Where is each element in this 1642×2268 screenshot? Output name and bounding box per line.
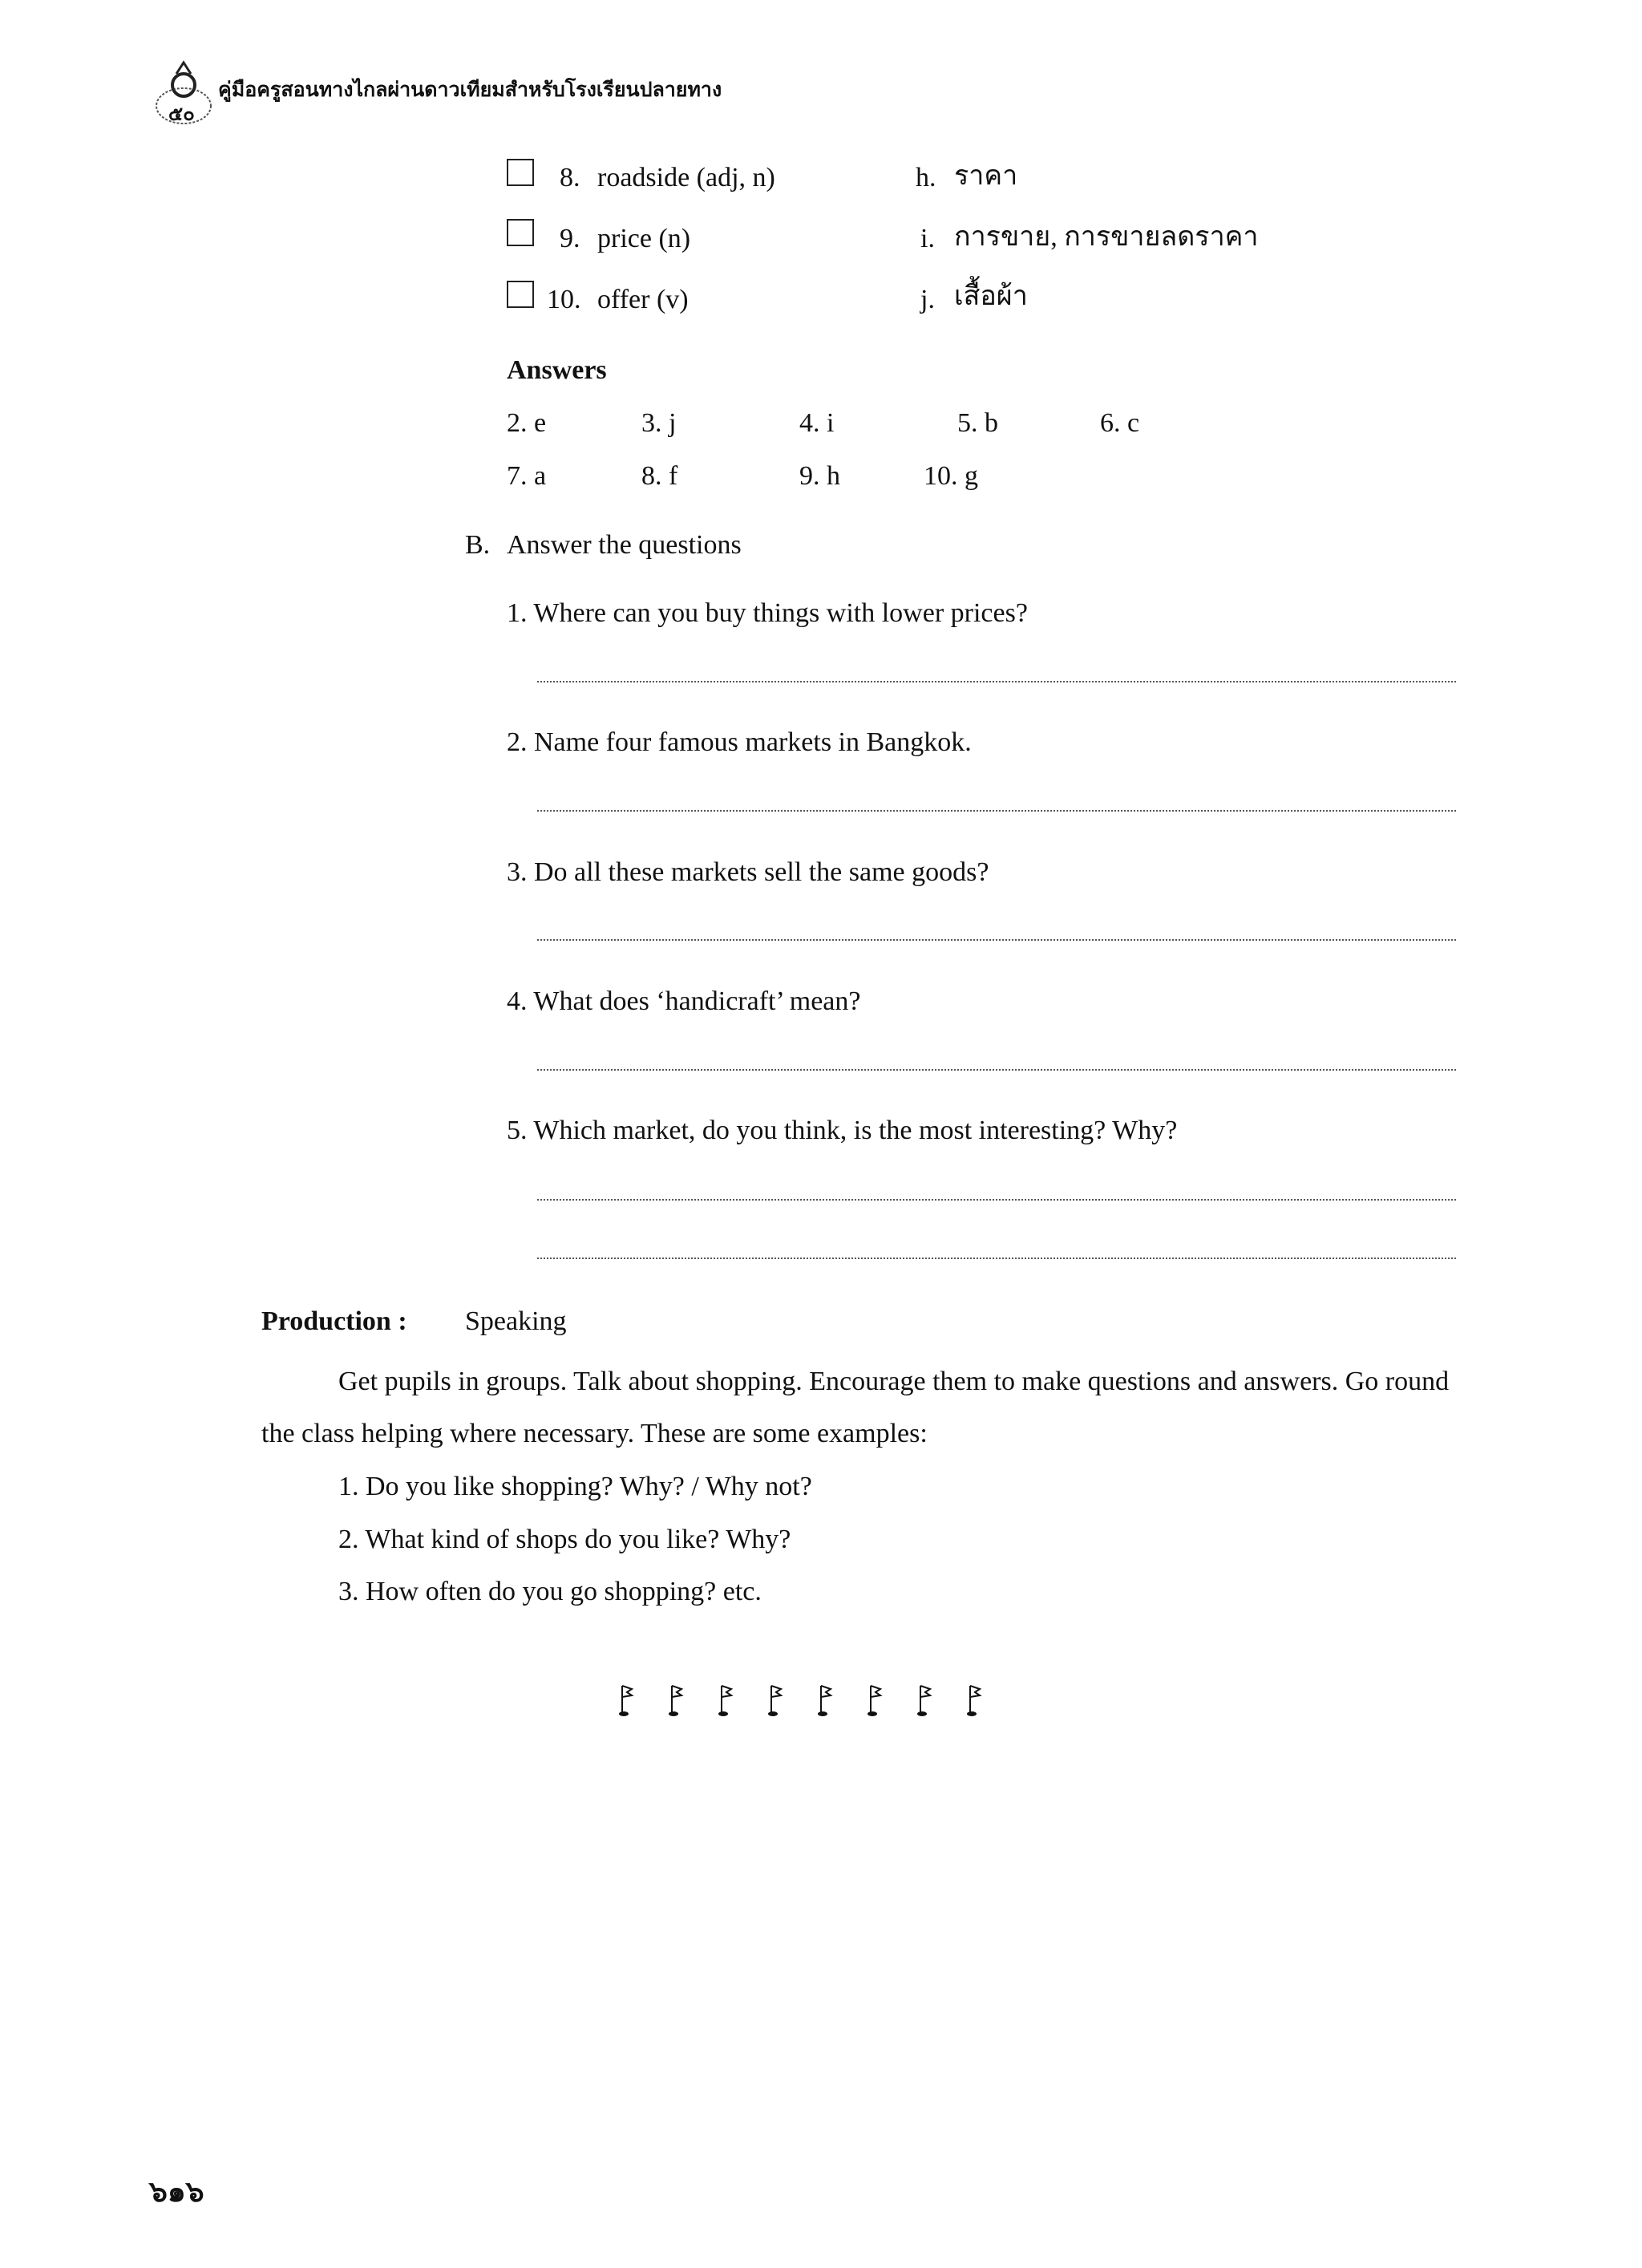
flag-icon (669, 1683, 685, 1718)
production-type: Speaking (465, 1306, 567, 1336)
meaning-letter: i. (920, 224, 935, 253)
item-word: offer (v) (597, 285, 689, 314)
question-2: 2. Name four famous markets in Bangkok. (507, 727, 972, 757)
answer-line[interactable] (537, 1199, 1456, 1201)
answer-item: 2. e (507, 408, 547, 438)
answer-line[interactable] (537, 1069, 1456, 1071)
section-b-title: Answer the questions (507, 530, 742, 560)
flag-icon (619, 1683, 635, 1718)
header-logo (152, 58, 215, 130)
answer-item: 9. h (799, 461, 840, 491)
answer-item: 4. i (799, 408, 835, 438)
answer-line[interactable] (537, 1258, 1456, 1259)
flag-icon (868, 1683, 884, 1718)
item-number: 8. (560, 163, 580, 192)
item-word: price (n) (597, 224, 691, 253)
flag-icon (818, 1683, 834, 1718)
answers-heading: Answers (507, 355, 607, 385)
answer-item: 7. a (507, 461, 547, 491)
question-3: 3. Do all these markets sell the same goods? (507, 857, 989, 887)
meaning-text: เสื้อผ้า (954, 281, 1028, 311)
example-2: 2. What kind of shops do you like? Why? (338, 1525, 791, 1554)
answer-line[interactable] (537, 681, 1456, 682)
answer-line[interactable] (537, 810, 1456, 812)
answer-item: 8. f (641, 461, 678, 491)
question-1: 1. Where can you buy things with lower prices? (507, 598, 1028, 628)
answer-checkbox[interactable] (507, 219, 534, 246)
production-paragraph-line-2: the class helping where necessary. These are some examples: (261, 1419, 928, 1448)
meaning-text: การขาย, การขายลดราคา (954, 222, 1259, 252)
answer-item: 3. j (641, 408, 677, 438)
flag-icon (768, 1683, 784, 1718)
production-paragraph-line-1: Get pupils in groups. Talk about shopping. Encourage them to make questions and answers. Go round (338, 1367, 1450, 1396)
answer-item: 10. g (924, 461, 978, 491)
item-word: roadside (adj, n) (597, 163, 775, 192)
question-5: 5. Which market, do you think, is the most interesting? Why? (507, 1116, 1178, 1145)
item-number: 10. (547, 285, 581, 314)
logo-number: ๕๐ (168, 103, 195, 125)
flag-icon (718, 1683, 734, 1718)
meaning-text: ราคา (954, 161, 1018, 191)
section-b-label: B. (465, 530, 491, 560)
meaning-letter: j. (920, 285, 935, 314)
production-label: Production : (261, 1306, 407, 1336)
header-title: คู่มือครูสอนทางไกลผ่านดาวเทียมสำหรับโรงเรียนปลายทาง (218, 78, 722, 101)
example-1: 1. Do you like shopping? Why? / Why not? (338, 1472, 812, 1501)
page-number: ๖๑๖ (149, 2176, 204, 2209)
flag-icon (967, 1683, 983, 1718)
answer-checkbox[interactable] (507, 159, 534, 186)
answer-item: 5. b (957, 408, 998, 438)
answer-item: 6. c (1100, 408, 1140, 438)
question-4: 4. What does ‘handicraft’ mean? (507, 986, 861, 1016)
answer-line[interactable] (537, 939, 1456, 941)
flag-icon (917, 1683, 933, 1718)
item-number: 9. (560, 224, 580, 253)
answer-checkbox[interactable] (507, 281, 534, 308)
example-3: 3. How often do you go shopping? etc. (338, 1577, 762, 1606)
meaning-letter: h. (916, 163, 936, 192)
